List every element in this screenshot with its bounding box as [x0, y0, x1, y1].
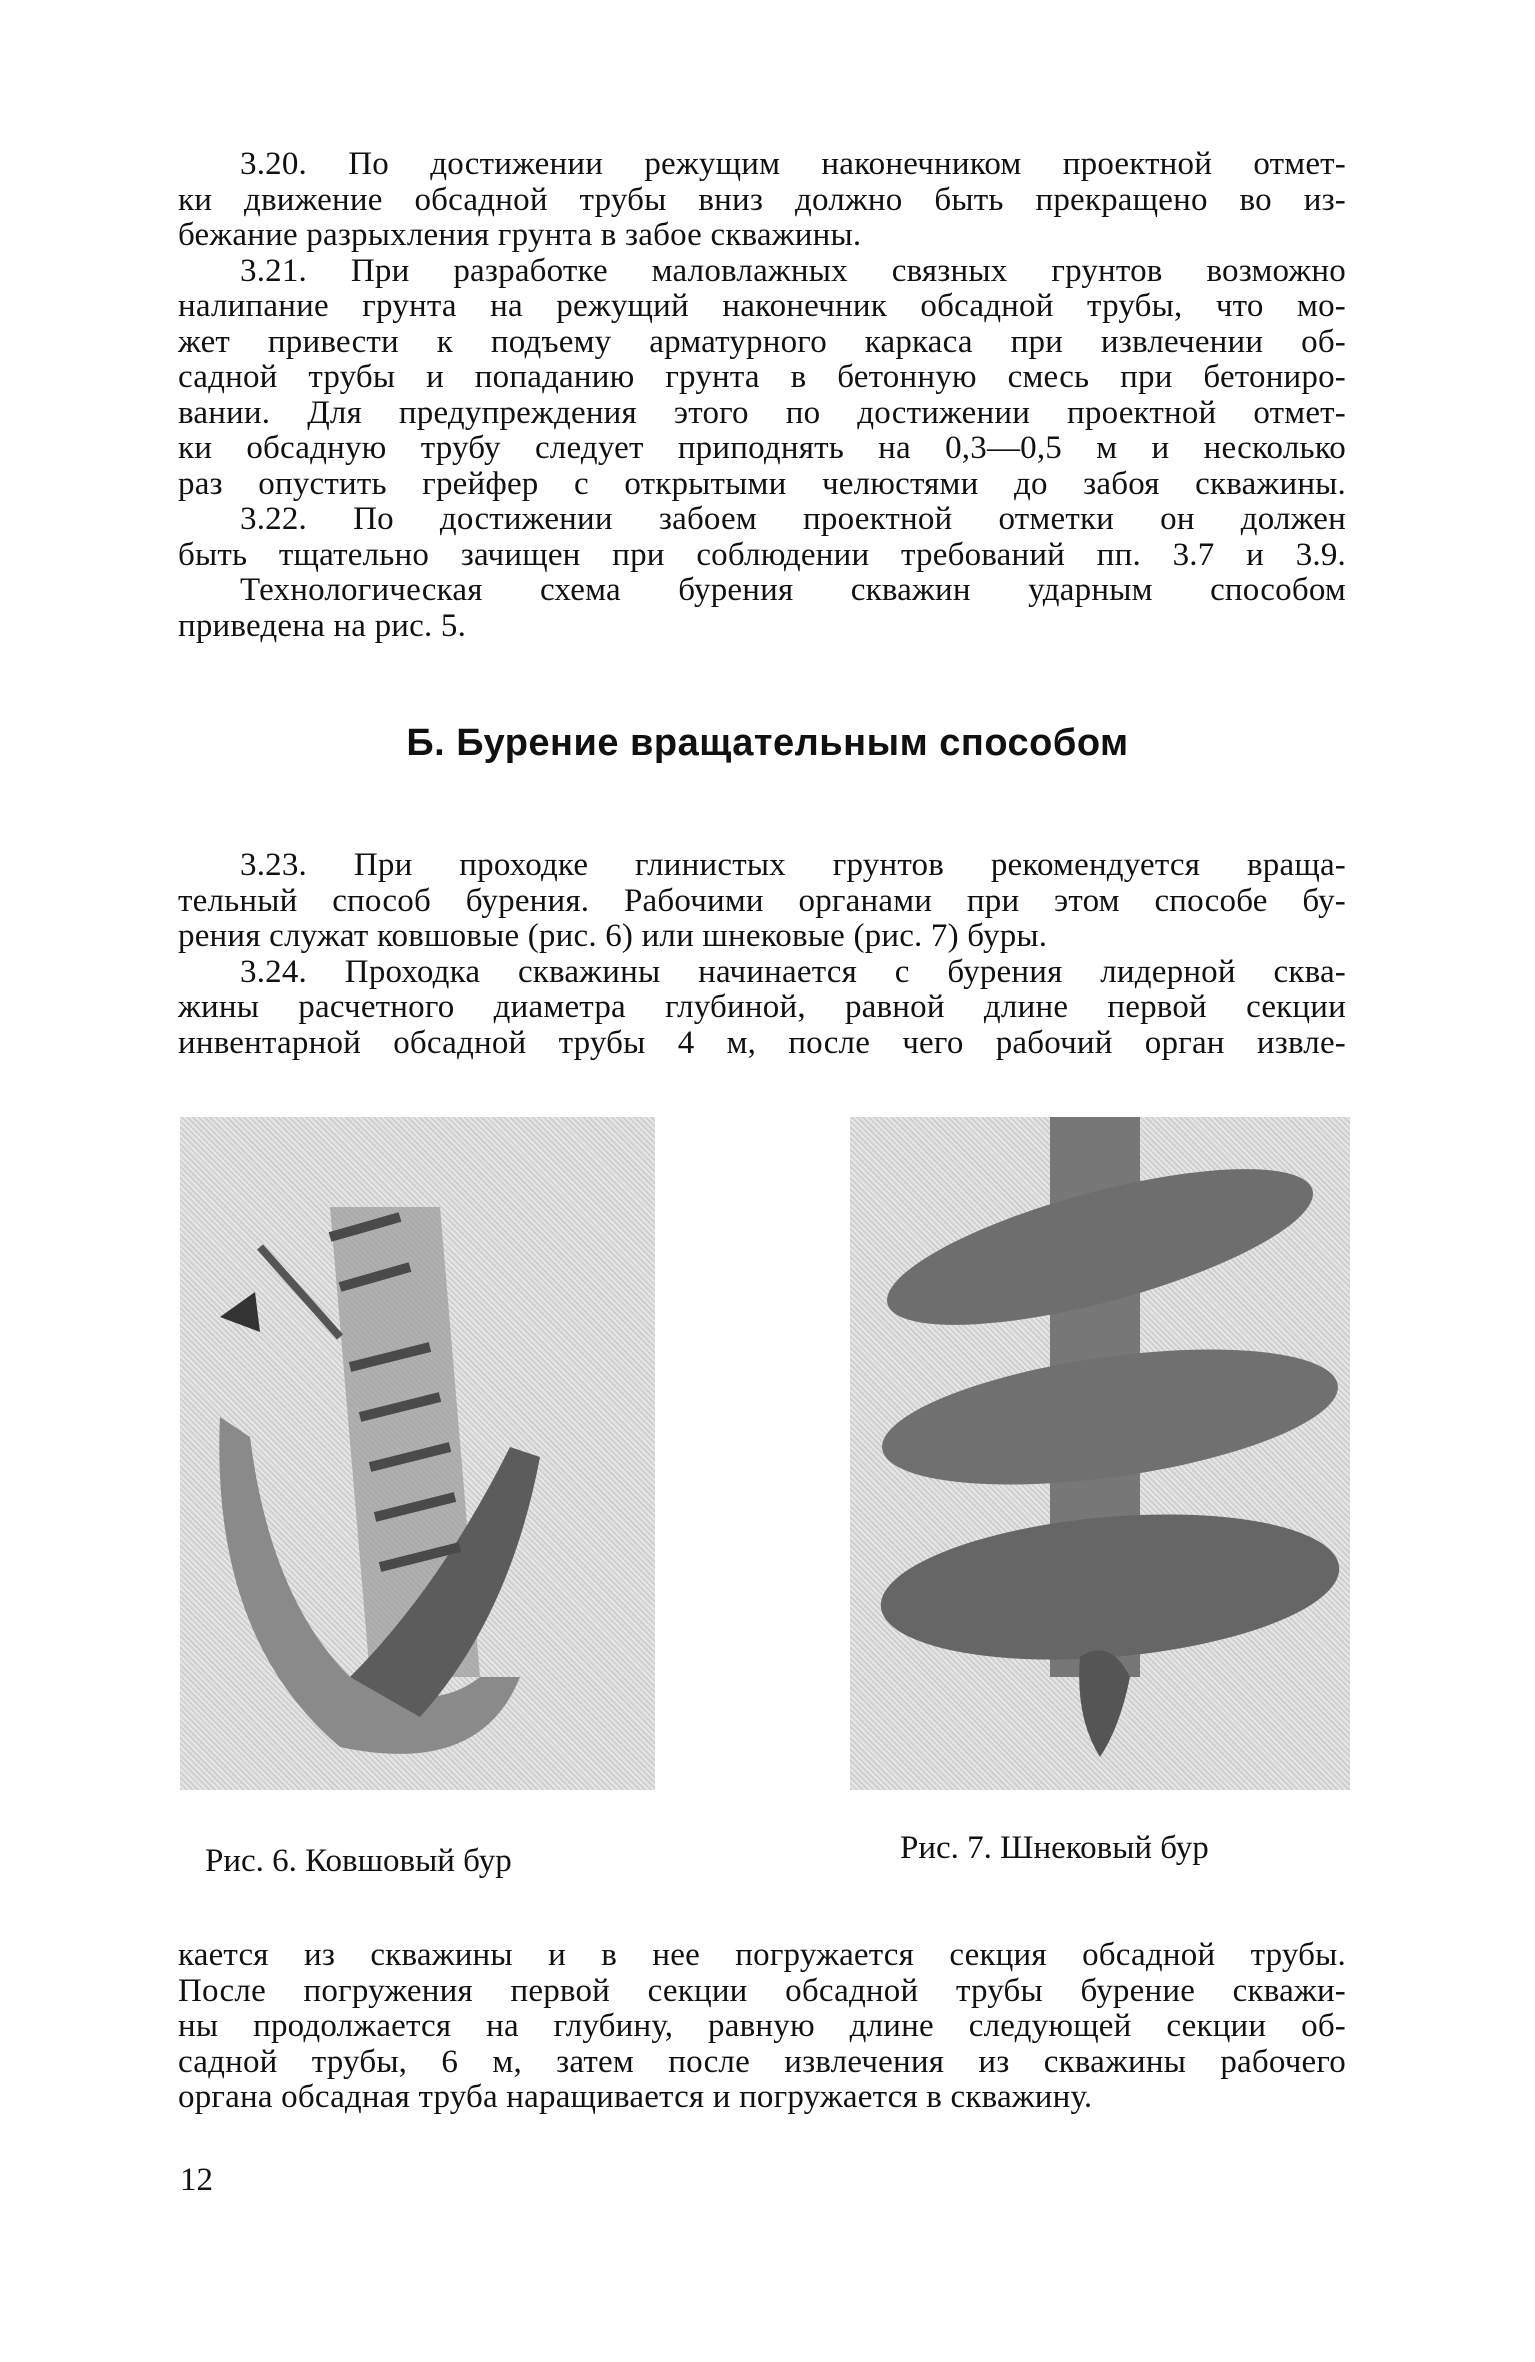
text-line: ки обсадную трубу следует приподнять на 0,3—0,5 м и несколько: [178, 430, 1346, 466]
text-line: органа обсадная труба наращивается и погружается в скважину.: [178, 2079, 1093, 2115]
figure-6-caption: Рис. 6. Ковшовый бур: [205, 1843, 512, 1879]
figure-7-caption: Рис. 7. Шнековый бур: [900, 1830, 1209, 1866]
text-line: рения служат ковшовые (рис. 6) или шнековые (рис. 7) буры.: [178, 918, 1048, 954]
middle-text: [178, 848, 1346, 1061]
text-line: тельный способ бурения. Рабочими органами при этом способе бу-: [178, 882, 1346, 919]
text-line: 3.22. По достижении забоем проектной отметки он должен: [240, 501, 1346, 537]
text-line: После погружения первой секции обсадной трубы бурение скважи-: [178, 1972, 1346, 2009]
text-line: бежание разрыхления грунта в забое скважины.: [178, 217, 862, 253]
text-line: кается из скважины и в нее погружается секция обсадной трубы.: [178, 1937, 1346, 1973]
text-line: 3.21. При разработке маловлажных связных грунтов возможно: [240, 252, 1346, 289]
text-line: садной трубы и попаданию грунта в бетонную смесь при бетониро-: [178, 359, 1346, 395]
top-text: [178, 147, 1346, 644]
bucket-drill-photo: [180, 1117, 655, 1790]
text-line: налипание грунта на режущий наконечник обсадной трубы, что мо-: [178, 288, 1346, 324]
text-line: ны продолжается на глубину, равную длине следующей секции об-: [178, 2008, 1346, 2044]
text-line: приведена на рис. 5.: [178, 607, 467, 644]
bottom-text: [178, 1938, 1346, 2116]
text-line: инвентарной обсадной трубы 4 м, после чего рабочий орган извле-: [178, 1024, 1346, 1061]
text-line: 3.24. Проходка скважины начинается с бурения лидерной сква-: [240, 953, 1346, 990]
text-line: раз опустить грейфер с открытыми челюстями до забоя скважины.: [178, 465, 1346, 502]
text-line: садной трубы, 6 м, затем после извлечения из скважины рабочего: [178, 2043, 1346, 2080]
text-line: вании. Для предупреждения этого по достижении проектной отмет-: [178, 394, 1346, 431]
section-heading: Б. Бурение вращательным способом: [406, 722, 1129, 764]
text-line: 3.23. При проходке глинистых грунтов рекомендуется враща-: [240, 847, 1346, 883]
page-number: 12: [180, 2162, 213, 2198]
text-line: жет привести к подъему арматурного каркаса при извлечении об-: [178, 323, 1346, 360]
auger-drill-photo: [850, 1117, 1350, 1790]
text-line: Технологическая схема бурения скважин ударным способом: [240, 572, 1346, 608]
text-line: ки движение обсадной трубы вниз должно быть прекращено во из-: [178, 181, 1346, 218]
text-line: быть тщательно зачищен при соблюдении требований пп. 3.7 и 3.9.: [178, 536, 1346, 573]
text-line: 3.20. По достижении режущим наконечником проектной отмет-: [240, 146, 1346, 182]
text-line: жины расчетного диаметра глубиной, равной длине первой секции: [178, 989, 1346, 1025]
